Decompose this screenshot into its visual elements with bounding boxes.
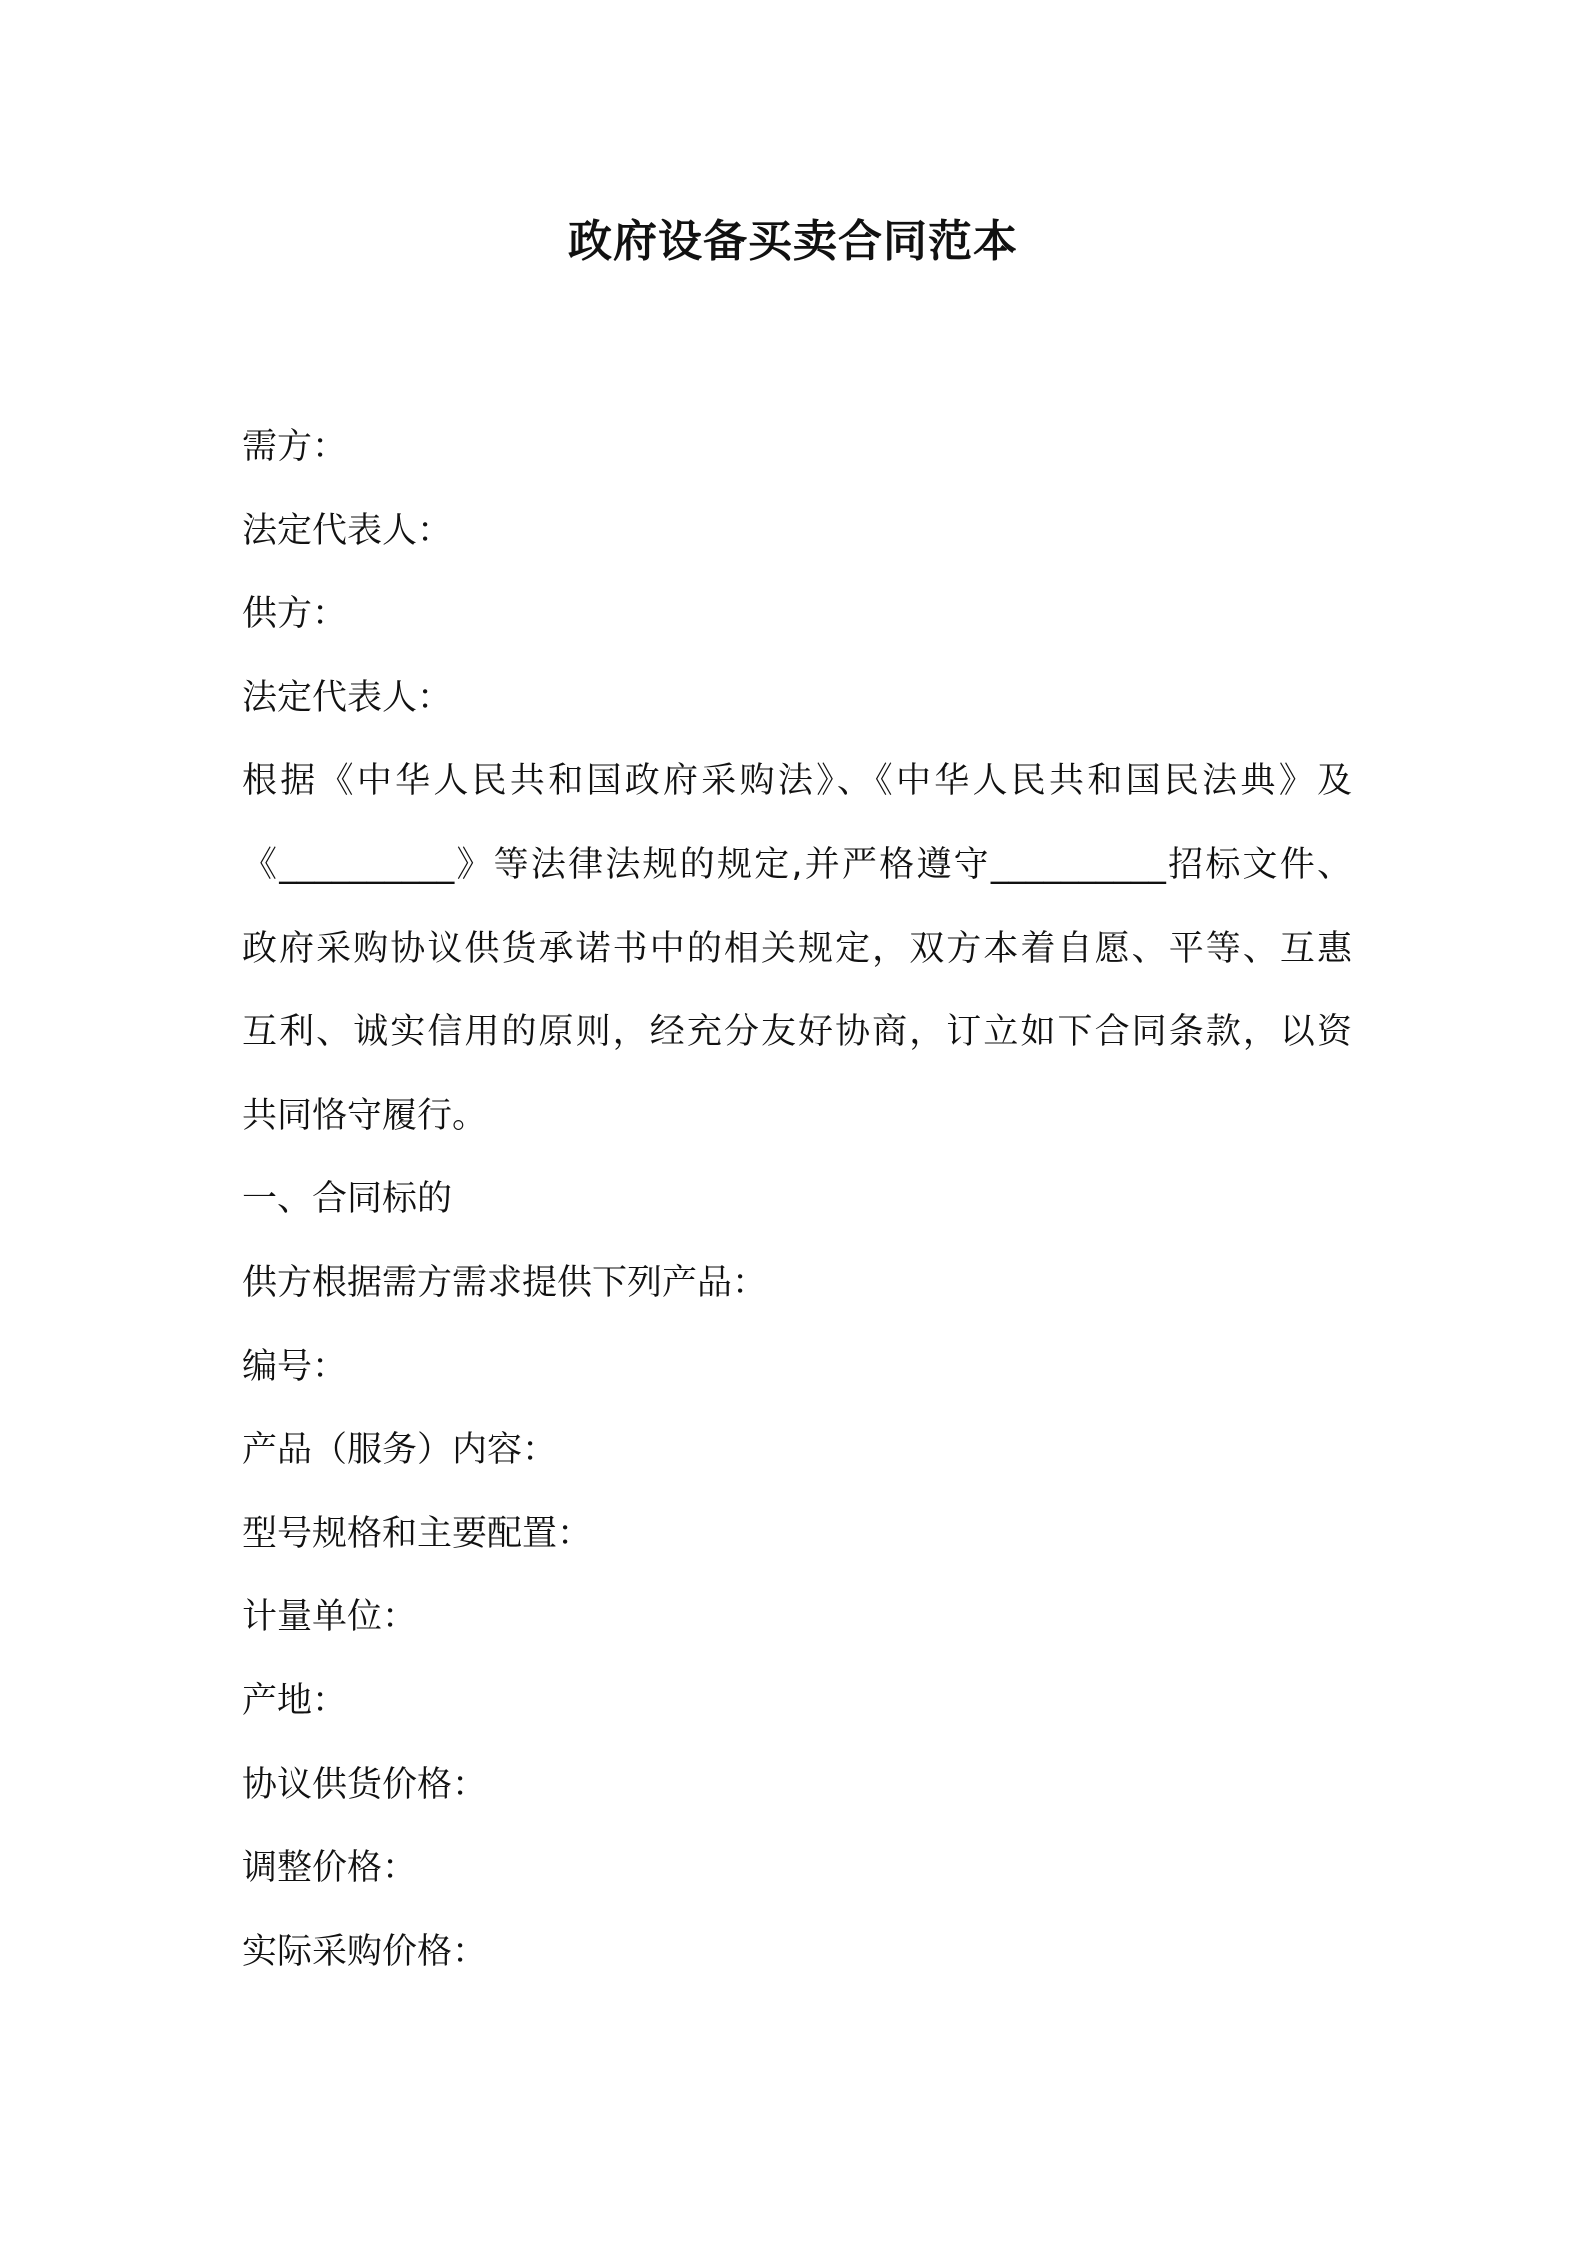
preamble-line: 根据《中华人民共和国政府采购法》、《中华人民共和国民法典》及 (242, 761, 1352, 802)
field-agreement-price-label: 协议供货价格： (242, 1764, 488, 1805)
preamble-paragraph (242, 740, 1362, 1158)
field-actual-price-label: 实际采购价格： (242, 1931, 488, 1972)
section-1-intro: 供方根据需方需求提供下列产品： (242, 1262, 768, 1303)
preamble-line: 互利、诚实信用的原则，经充分友好协商，订立如下合同条款，以资 (242, 1012, 1352, 1053)
document-title: 政府设备买卖合同范本 (568, 216, 1018, 267)
preamble-line: 《__________》等法律法规的规定,并严格遵守__________招标文件、 (242, 844, 1352, 885)
field-unit-label: 计量单位： (242, 1597, 418, 1638)
field-origin-label: 产地： (242, 1680, 348, 1721)
buyer-legal-representative-label: 法定代表人： (242, 510, 453, 551)
field-adjusted-price-label: 调整价格： (242, 1848, 418, 1889)
preamble-line: 共同恪守履行。 (242, 1095, 488, 1136)
preamble-line: 政府采购协议供货承诺书中的相关规定，双方本着自愿、平等、互惠 (242, 928, 1352, 969)
field-model-spec-label: 型号规格和主要配置： (242, 1513, 593, 1554)
field-product-content-label: 产品（服务）内容： (242, 1430, 558, 1471)
supplier-legal-representative-label: 法定代表人： (242, 677, 453, 718)
party-buyer-label: 需方： (242, 427, 348, 467)
document-body (242, 406, 1362, 1994)
party-supplier-label: 供方： (242, 594, 348, 635)
field-number-label: 编号： (242, 1346, 348, 1387)
section-1-heading: 一、合同标的 (242, 1179, 453, 1220)
